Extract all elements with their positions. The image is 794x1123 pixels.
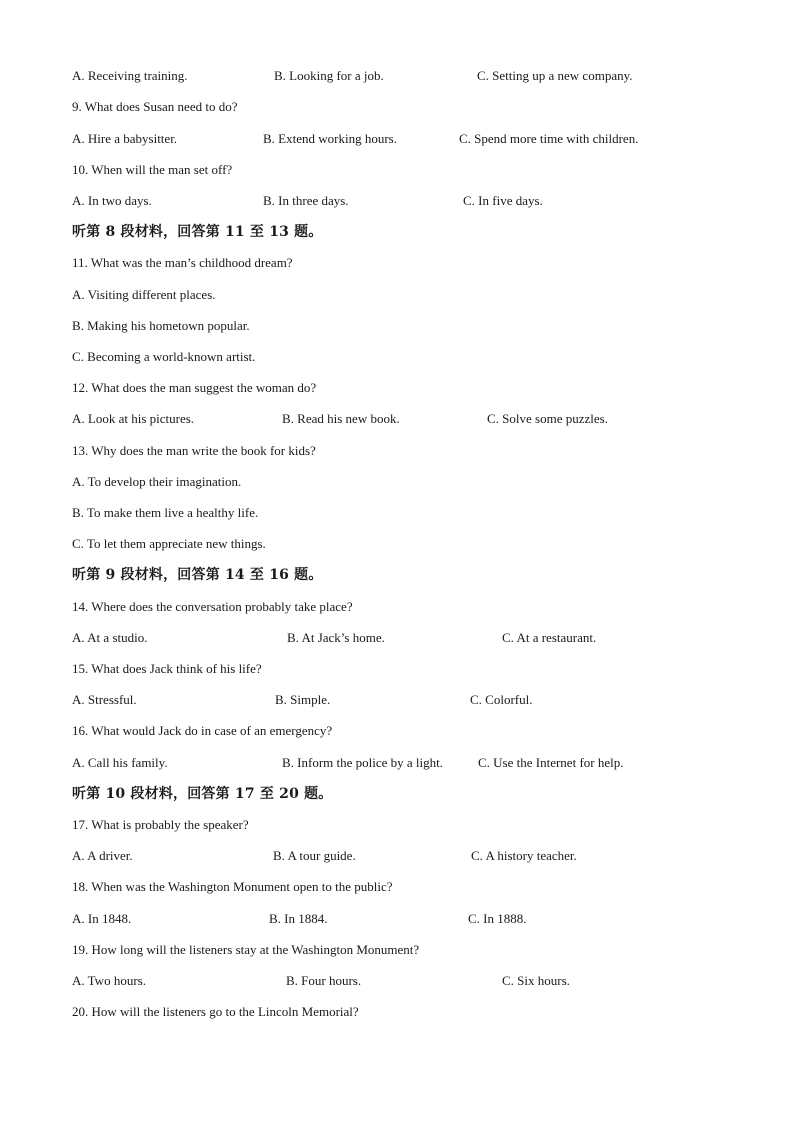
q17-option-c: C. A history teacher. bbox=[471, 848, 577, 863]
q19-option-a: A. Two hours. bbox=[72, 973, 146, 988]
q10-question: 10. When will the man set off? bbox=[72, 162, 233, 177]
q13-option-b: B. To make them live a healthy life. bbox=[72, 505, 259, 520]
q14-option-b: B. At Jack’s home. bbox=[287, 630, 385, 645]
q8-option-c: C. Setting up a new company. bbox=[477, 68, 633, 83]
q10-option-c: C. In five days. bbox=[463, 193, 543, 208]
q9-question: 9. What does Susan need to do? bbox=[72, 99, 238, 114]
q13-question: 13. Why does the man write the book for kids? bbox=[72, 443, 316, 458]
section-9-heading: 听第 9 段材料，回答第 14 至 16 题。 bbox=[72, 567, 323, 583]
q12-option-b: B. Read his new book. bbox=[282, 411, 400, 426]
q11-option-c: C. Becoming a world-known artist. bbox=[72, 349, 256, 364]
q10-option-a: A. In two days. bbox=[72, 193, 152, 208]
q15-option-b: B. Simple. bbox=[275, 692, 331, 707]
q17-question: 17. What is probably the speaker? bbox=[72, 817, 249, 832]
q9-option-c: C. Spend more time with children. bbox=[459, 131, 639, 146]
section-8-heading: 听第 8 段材料，回答第 11 至 13 题。 bbox=[72, 224, 323, 240]
q19-option-c: C. Six hours. bbox=[502, 973, 570, 988]
q15-option-c: C. Colorful. bbox=[470, 692, 533, 707]
q15-option-a: A. Stressful. bbox=[72, 692, 137, 707]
q19-option-b: B. Four hours. bbox=[286, 973, 362, 988]
q10-option-b: B. In three days. bbox=[263, 193, 349, 208]
q11-option-a: A. Visiting different places. bbox=[72, 287, 216, 302]
q11-question: 11. What was the man’s childhood dream? bbox=[72, 255, 293, 270]
q18-option-a: A. In 1848. bbox=[72, 911, 132, 926]
q9-option-a: A. Hire a babysitter. bbox=[72, 131, 178, 146]
q14-option-c: C. At a restaurant. bbox=[502, 630, 597, 645]
q16-option-a: A. Call his family. bbox=[72, 755, 168, 770]
q19-question: 19. How long will the listeners stay at the Washington Monument? bbox=[72, 942, 420, 957]
q13-option-a: A. To develop their imagination. bbox=[72, 474, 242, 489]
q14-option-a: A. At a studio. bbox=[72, 630, 148, 645]
q9-option-b: B. Extend working hours. bbox=[263, 131, 397, 146]
q18-option-b: B. In 1884. bbox=[269, 911, 328, 926]
q14-question: 14. Where does the conversation probably take place? bbox=[72, 599, 353, 614]
q17-option-b: B. A tour guide. bbox=[273, 848, 356, 863]
q11-option-b: B. Making his hometown popular. bbox=[72, 318, 250, 333]
q12-question: 12. What does the man suggest the woman do? bbox=[72, 380, 317, 395]
q12-option-c: C. Solve some puzzles. bbox=[487, 411, 608, 426]
q13-option-c: C. To let them appreciate new things. bbox=[72, 536, 266, 551]
section-10-heading: 听第 10 段材料，回答第 17 至 20 题。 bbox=[72, 786, 333, 802]
q15-question: 15. What does Jack think of his life? bbox=[72, 661, 262, 676]
q17-option-a: A. A driver. bbox=[72, 848, 133, 863]
q12-option-a: A. Look at his pictures. bbox=[72, 411, 195, 426]
q20-question: 20. How will the listeners go to the Lincoln Memorial? bbox=[72, 1004, 359, 1019]
q16-option-c: C. Use the Internet for help. bbox=[478, 755, 624, 770]
q8-option-b: B. Looking for a job. bbox=[274, 68, 384, 83]
q16-option-b: B. Inform the police by a light. bbox=[282, 755, 444, 770]
q8-option-a: A. Receiving training. bbox=[72, 68, 188, 83]
q18-question: 18. When was the Washington Monument open to the public? bbox=[72, 879, 393, 894]
q18-option-c: C. In 1888. bbox=[468, 911, 527, 926]
q16-question: 16. What would Jack do in case of an emergency? bbox=[72, 723, 333, 738]
